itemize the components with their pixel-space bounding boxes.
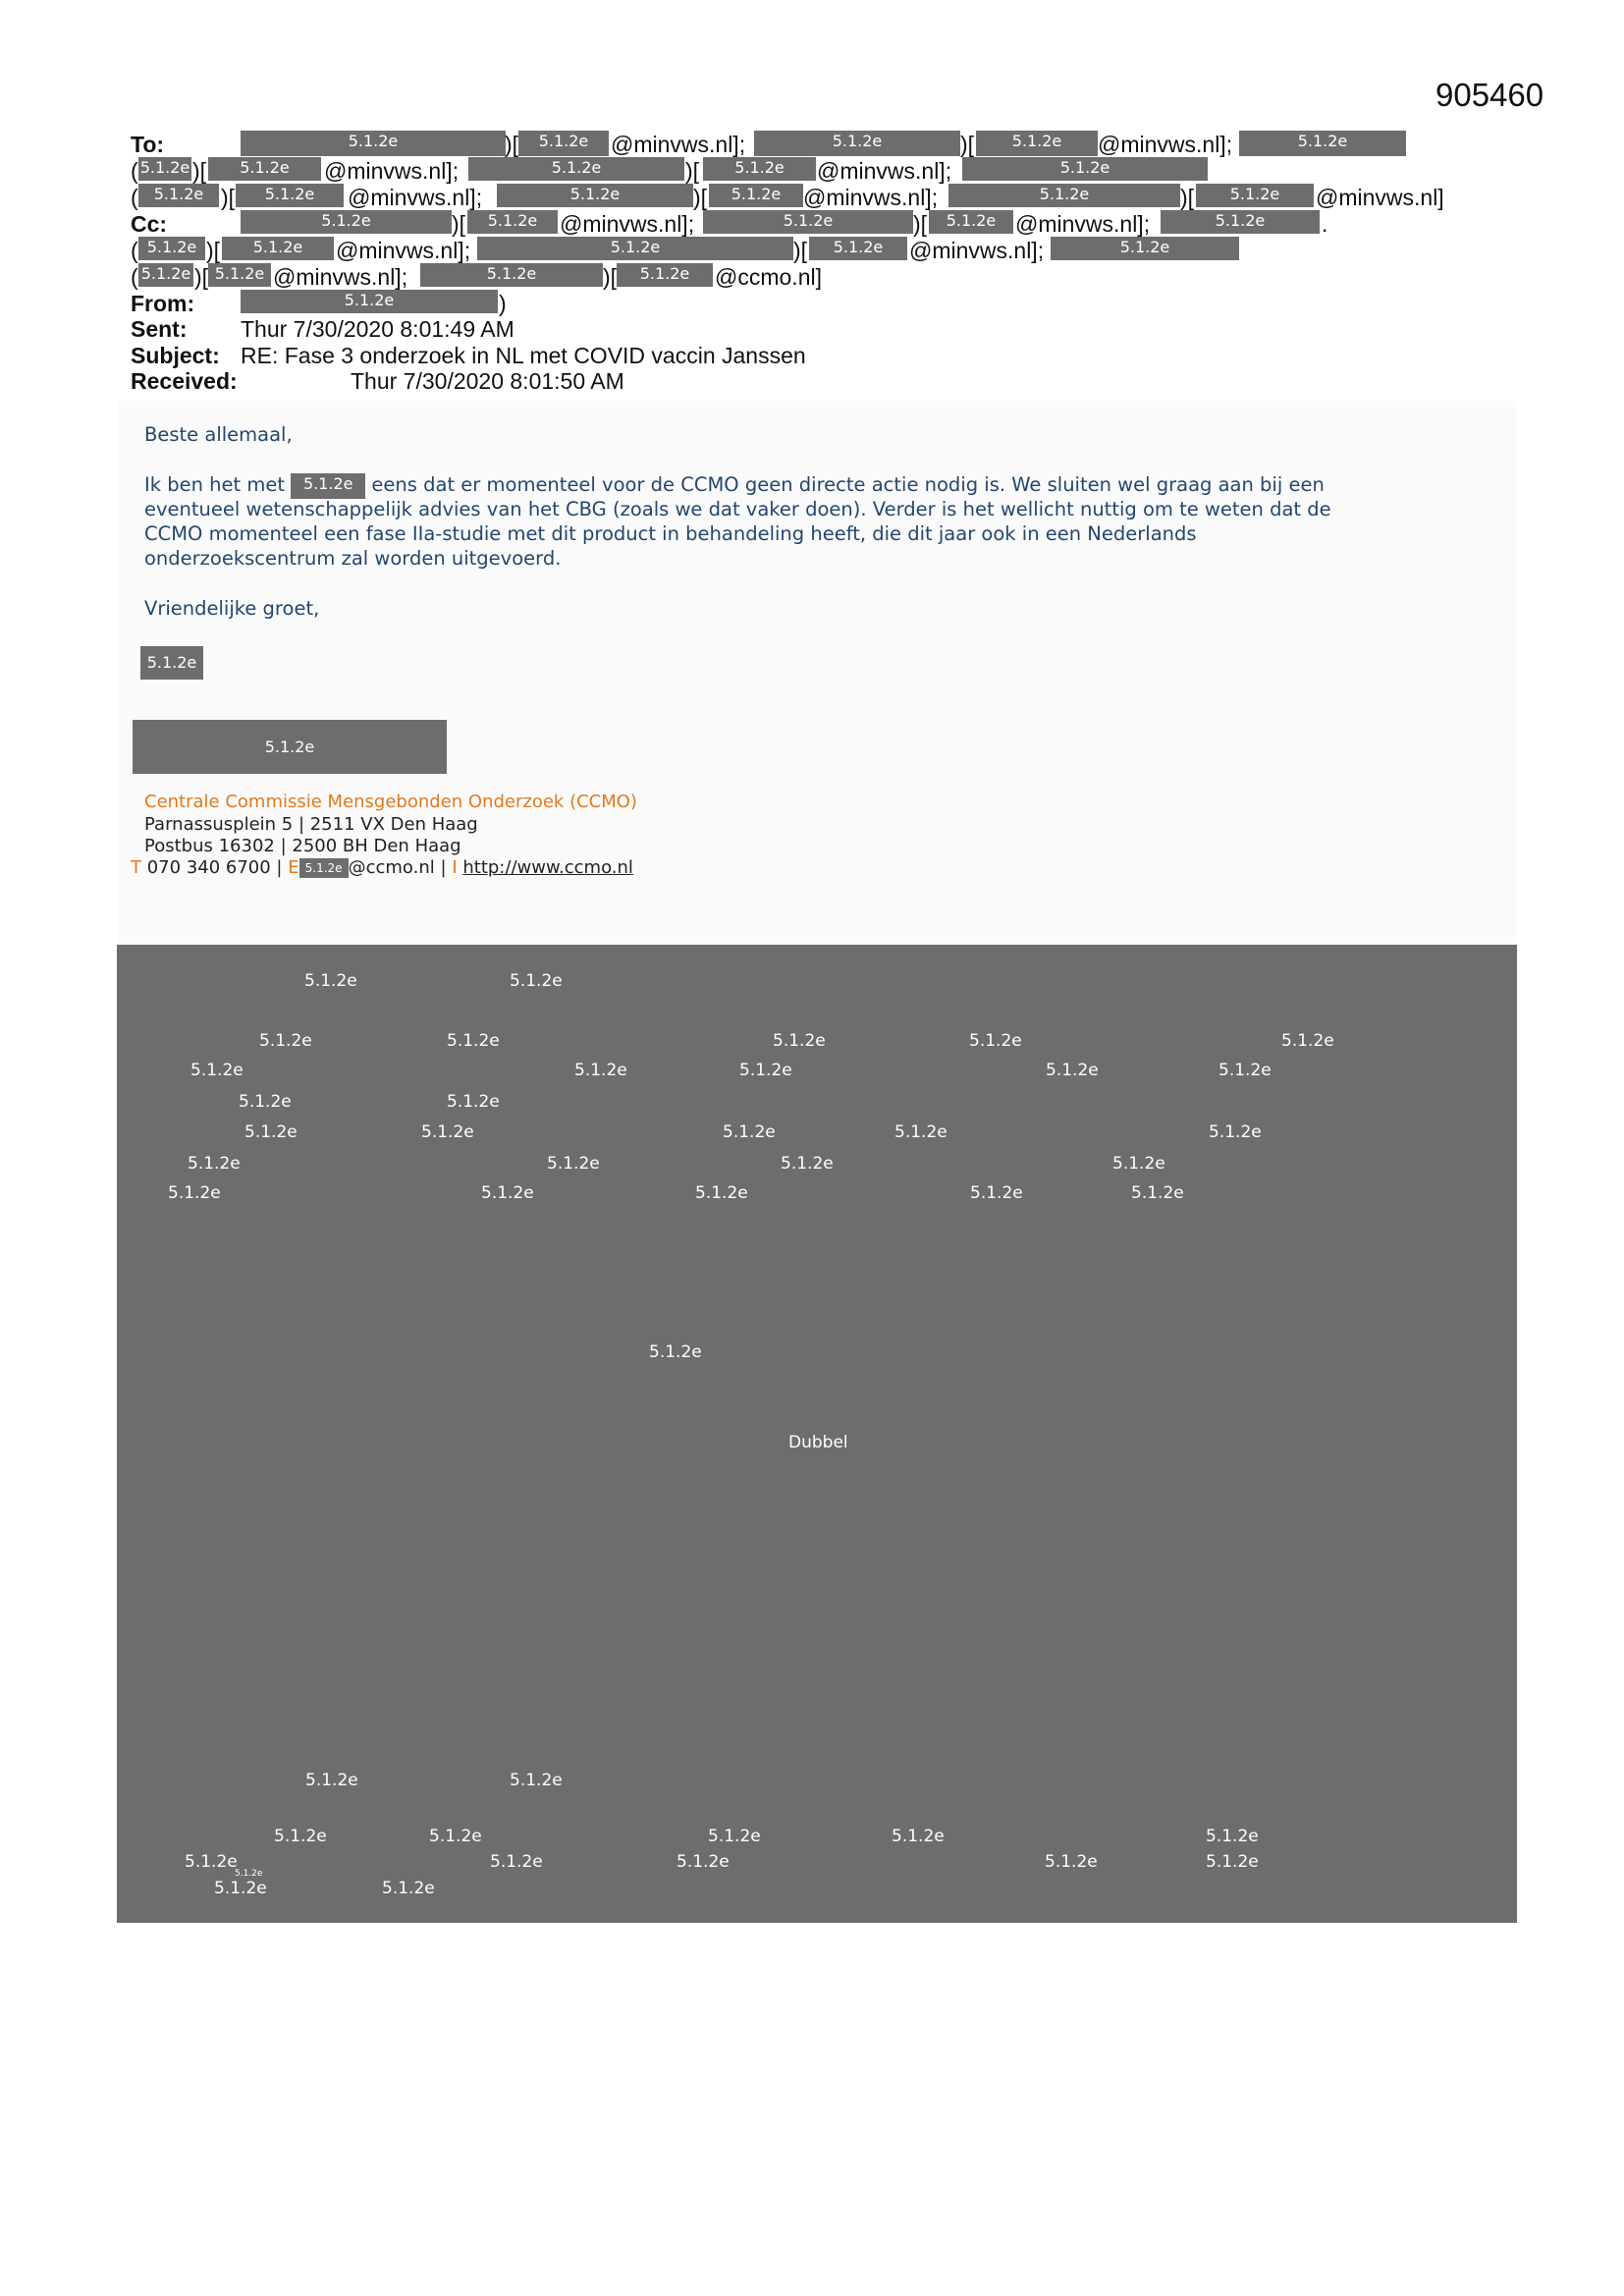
subject-value: RE: Fase 3 onderzoek in NL met COVID vaccin Janssen (241, 343, 806, 368)
redaction: 5.1.2e (1045, 1852, 1098, 1872)
redaction: 5.1.2e (481, 1183, 534, 1203)
closing: Vriendelijke groet, (144, 597, 320, 620)
redaction: 5.1.2e (382, 1879, 435, 1898)
email-domain: @minvws.nl]; (611, 132, 746, 157)
body-line-2: eventueel wetenschappelijk advies van het CBG (zoals we dat vaker doen). Verder is het wellicht nuttig om te weten dat de (144, 498, 1331, 520)
redaction: 5.1.2e (490, 1852, 543, 1872)
redaction: 5.1.2e (291, 473, 365, 499)
email-domain: @minvws.nl]; (348, 185, 483, 210)
redaction: 5.1.2e (304, 971, 357, 991)
redaction: 5.1.2e (259, 1031, 312, 1051)
redaction: 5.1.2e (929, 210, 1013, 234)
email-domain-ccmo: @ccmo.nl (348, 857, 435, 878)
signature-org: Centrale Commissie Mensgebonden Onderzoek (CCMO) (144, 792, 637, 812)
email-domain: @minvws.nl]; (324, 158, 460, 184)
redaction: 5.1.2e (420, 263, 603, 287)
redaction: 5.1.2e (1131, 1183, 1184, 1203)
redaction-small: 5.1.2e (235, 1869, 263, 1879)
center-label: Dubbel (788, 1433, 848, 1452)
redaction: 5.1.2e (214, 1879, 267, 1898)
redaction: 5.1.2e (1051, 237, 1239, 260)
redaction: 5.1.2e (497, 184, 693, 207)
email-domain: @ccmo.nl] (715, 264, 822, 290)
body-line-3: CCMO momenteel een fase IIa-studie met dit product in behandeling heeft, die dit jaar ook in een Nederlands (144, 522, 1197, 545)
sent-label: Sent: (131, 316, 188, 342)
redaction: 5.1.2e (709, 184, 803, 207)
redaction: 5.1.2e (140, 646, 203, 680)
redaction: 5.1.2e (969, 1031, 1022, 1051)
separator: )[ (693, 185, 708, 210)
separator: )[ (194, 264, 209, 290)
redaction: 5.1.2e (892, 1827, 945, 1846)
redaction: 5.1.2e (976, 131, 1098, 156)
signature-contact (131, 857, 633, 879)
separator: )[ (452, 211, 466, 237)
redaction: 5.1.2e (695, 1183, 748, 1203)
redaction: 5.1.2e (447, 1031, 500, 1051)
sent-value: Thur 7/30/2020 8:01:49 AM (241, 316, 514, 342)
redaction: 5.1.2e (1196, 184, 1314, 207)
redaction: 5.1.2e (305, 1771, 358, 1790)
body-line-1 (144, 472, 1325, 499)
email-domain: @minvws.nl]; (909, 238, 1045, 263)
redaction: 5.1.2e (222, 237, 334, 260)
redaction: 5.1.2e (723, 1122, 776, 1142)
redaction: 5.1.2e (133, 720, 447, 774)
received-label: Received: (131, 368, 238, 394)
separator: )[ (960, 132, 975, 157)
redaction: 5.1.2e (894, 1122, 947, 1142)
redaction: 5.1.2e (809, 237, 907, 260)
body-line-4: onderzoekscentrum zal worden uitgevoerd. (144, 547, 562, 570)
redaction: 5.1.2e (239, 1092, 292, 1112)
redaction: 5.1.2e (274, 1827, 327, 1846)
separator: )[ (206, 238, 221, 263)
redaction: 5.1.2e (703, 157, 816, 181)
email-domain: @minvws.nl]; (1015, 211, 1151, 237)
redaction: 5.1.2e (754, 131, 960, 156)
redaction: 5.1.2e (1218, 1061, 1272, 1080)
phone-number: 070 340 6700 | (146, 857, 283, 878)
open-paren: ( (131, 264, 138, 290)
redaction: 5.1.2e (547, 1154, 600, 1174)
redaction: 5.1.2e (1209, 1122, 1262, 1142)
redaction: 5.1.2e (1281, 1031, 1334, 1051)
greeting: Beste allemaal, (144, 423, 293, 446)
redaction: 5.1.2e (236, 184, 344, 207)
redaction: 5.1.2e (468, 157, 684, 181)
redaction: 5.1.2e (1239, 131, 1406, 156)
signature-address-2: Postbus 16302 | 2500 BH Den Haag (144, 836, 461, 856)
separator: )[ (603, 264, 618, 290)
pipe: | (440, 857, 447, 878)
redaction: 5.1.2e (241, 290, 498, 313)
open-paren: ( (131, 238, 138, 263)
phone-letter: T (131, 857, 141, 878)
redaction: 5.1.2e (241, 210, 452, 234)
redaction: 5.1.2e (518, 131, 609, 156)
email-domain: @minvws.nl]; (336, 238, 471, 263)
redaction: 5.1.2e (168, 1183, 221, 1203)
redaction: 5.1.2e (138, 237, 205, 260)
email-domain: @minvws.nl]; (803, 185, 939, 210)
redaction: 5.1.2e (1206, 1852, 1259, 1872)
redaction: 5.1.2e (467, 210, 558, 234)
redacted-block (117, 945, 1517, 1923)
redaction: 5.1.2e (241, 131, 506, 156)
redaction: 5.1.2e (649, 1342, 702, 1362)
document-number: 905460 (1435, 77, 1544, 113)
open-paren: ( (131, 158, 138, 184)
email-domain: @minvws.nl]; (273, 264, 408, 290)
redaction: 5.1.2e (1161, 210, 1320, 234)
website-link[interactable]: http://www.ccmo.nl (462, 857, 633, 878)
open-paren: ( (131, 185, 138, 210)
cc-label: Cc: (131, 211, 168, 237)
separator: )[ (685, 158, 700, 184)
redaction: 5.1.2e (138, 263, 193, 287)
redaction: 5.1.2e (1206, 1827, 1259, 1846)
redaction: 5.1.2e (208, 157, 321, 181)
email-domain: @minvws.nl]; (817, 158, 952, 184)
redaction: 5.1.2e (447, 1092, 500, 1112)
redaction: 5.1.2e (244, 1122, 298, 1142)
to-label: To: (131, 132, 165, 157)
dot: . (1322, 211, 1328, 237)
redaction: 5.1.2e (421, 1122, 474, 1142)
redaction: 5.1.2e (190, 1061, 244, 1080)
redaction: 5.1.2e (781, 1154, 834, 1174)
subject-label: Subject: (131, 343, 220, 368)
redaction: 5.1.2e (617, 263, 713, 287)
redaction: 5.1.2e (677, 1852, 730, 1872)
received-value: Thur 7/30/2020 8:01:50 AM (351, 368, 624, 394)
separator: )[ (505, 132, 519, 157)
separator: )[ (1180, 185, 1195, 210)
redaction: 5.1.2e (948, 184, 1180, 207)
redaction: 5.1.2e (138, 157, 191, 181)
redaction: 5.1.2e (188, 1154, 241, 1174)
close-paren: ) (499, 291, 507, 316)
redaction: 5.1.2e (429, 1827, 482, 1846)
redaction: 5.1.2e (510, 1771, 563, 1790)
separator: )[ (221, 185, 236, 210)
redaction: 5.1.2e (1112, 1154, 1165, 1174)
redaction: 5.1.2e (739, 1061, 792, 1080)
redaction: 5.1.2e (477, 237, 793, 260)
separator: )[ (793, 238, 808, 263)
email-domain: @minvws.nl] (1316, 185, 1444, 210)
redaction: 5.1.2e (1046, 1061, 1099, 1080)
redaction: 5.1.2e (138, 184, 219, 207)
email-letter: E (288, 857, 299, 878)
body-line-1-post: eens dat er momenteel voor de CCMO geen directe actie nodig is. We sluiten wel graag aan bij een (371, 473, 1325, 496)
body-line-1-pre: Ik ben het met (144, 473, 286, 496)
email-domain: @minvws.nl]; (1098, 132, 1233, 157)
separator: )[ (913, 211, 928, 237)
redaction: 5.1.2e (208, 263, 271, 287)
redaction: 5.1.2e (299, 858, 349, 878)
separator: )[ (192, 158, 207, 184)
redaction: 5.1.2e (510, 971, 563, 991)
redaction: 5.1.2e (574, 1061, 627, 1080)
email-domain: @minvws.nl]; (560, 211, 695, 237)
redaction: 5.1.2e (773, 1031, 826, 1051)
from-label: From: (131, 291, 195, 316)
signature-address-1: Parnassusplein 5 | 2511 VX Den Haag (144, 814, 478, 835)
web-letter: I (452, 857, 458, 878)
redaction: 5.1.2e (185, 1852, 238, 1872)
redaction: 5.1.2e (703, 210, 913, 234)
redaction: 5.1.2e (708, 1827, 761, 1846)
redaction: 5.1.2e (970, 1183, 1023, 1203)
redaction: 5.1.2e (962, 157, 1208, 181)
